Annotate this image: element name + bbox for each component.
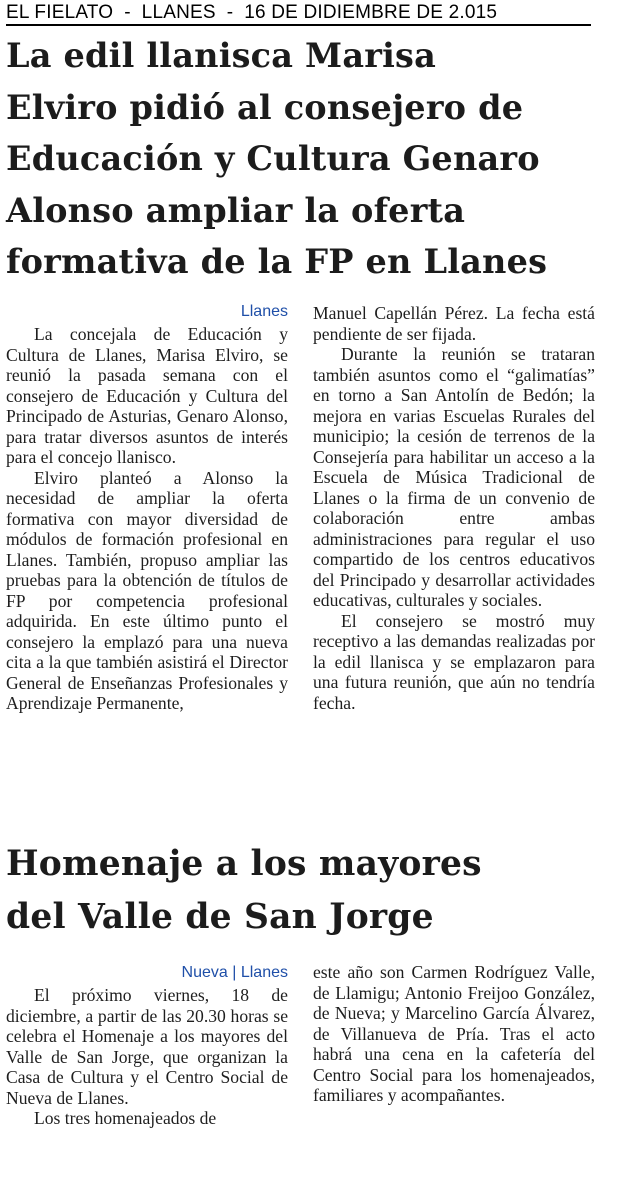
headline-line: La edil llanisca Marisa [6, 36, 436, 75]
header-rule [6, 24, 591, 26]
paragraph-continued: este año son Carmen Rodríguez Valle, de Llamigu; Antonio Freijoo González, de Nueva; y Marcelino García Álvarez, de Villanueva de Pría. Tras el acto habrá una cena en la cafetería del Centro Social para los homenajeados, familiares y acompañantes. [313, 962, 595, 1105]
paragraph: Los tres homenajeados de [34, 1108, 217, 1128]
headline-line: Elviro pidió al consejero de [6, 87, 524, 127]
article1-location: Llanes [240, 303, 288, 320]
headline-line: formativa de la FP en Llanes [6, 242, 548, 281]
headline-line: Homenaje a los mayores [6, 844, 482, 884]
headline-line: del Valle de San Jorge [6, 897, 434, 937]
paragraph-continued: Manuel Capellán Pérez. La fecha está pendiente de ser fijada. [313, 303, 595, 344]
headline-line: Alonso ampliar la oferta [6, 190, 466, 230]
article2-column-1 [6, 963, 288, 1129]
page-header: EL FIELATO - LLANES - 16 DE DIDIEMBRE DE 2.015 [6, 2, 498, 23]
paragraph: Durante la reunión se trataran también asuntos como el “galimatías” en torno a San Antolín de Bedón; la mejora en varias Escuelas Rurales del municipio; la cesión de terrenos de la Consejería para habilitar un acceso a la Escuela de Música Tradicional de Llanes o la firma de un convenio de colaboración entre ambas administraciones para regular el uso compartido de los centros educativos del Principado y desarrollar actividades educativas, culturales y sociales. [313, 344, 595, 610]
article1-column-2 [313, 303, 595, 713]
article1-column-1 [6, 302, 288, 714]
paragraph: Elviro planteó a Alonso la necesidad de ampliar la oferta formativa con mayor diversidad de módulos de formación profesional en Llanes. También, propuso ampliar las pruebas para la obtención de títulos de FP por competencia profesional adquirida. En este último punto el consejero la emplazó para una nueva cita a la que también asistirá el Director General de Enseñanzas Profesionales y Aprendizaje Permanente, [6, 467, 288, 713]
article1-headline [6, 30, 547, 288]
paragraph: El consejero se mostró muy receptivo a las demandas realizadas por la edil llanisca y se emplazaron para una futura reunión, que aún no tendría fecha. [313, 610, 595, 713]
article2-column-2 [313, 962, 595, 1106]
headline-line: Educación y Cultura Genaro [6, 139, 540, 178]
paragraph: La concejala de Educación y Cultura de Llanes, Marisa Elviro, se reunió la pasada semana con el consejero de Educación y Cultura del Principado de Asturias, Genaro Alonso, para tratar diversos asuntos de interés para el concejo llanisco. [6, 324, 288, 467]
article2-location: Nueva | Llanes [181, 964, 288, 981]
article2-headline [6, 838, 482, 944]
paragraph: El próximo viernes, 18 de diciembre, a partir de las 20.30 horas se celebra el Homenaje a los mayores del Valle de San Jorge, que organizan la Casa de Cultura y el Centro Social de Nueva de Llanes. [6, 985, 288, 1108]
